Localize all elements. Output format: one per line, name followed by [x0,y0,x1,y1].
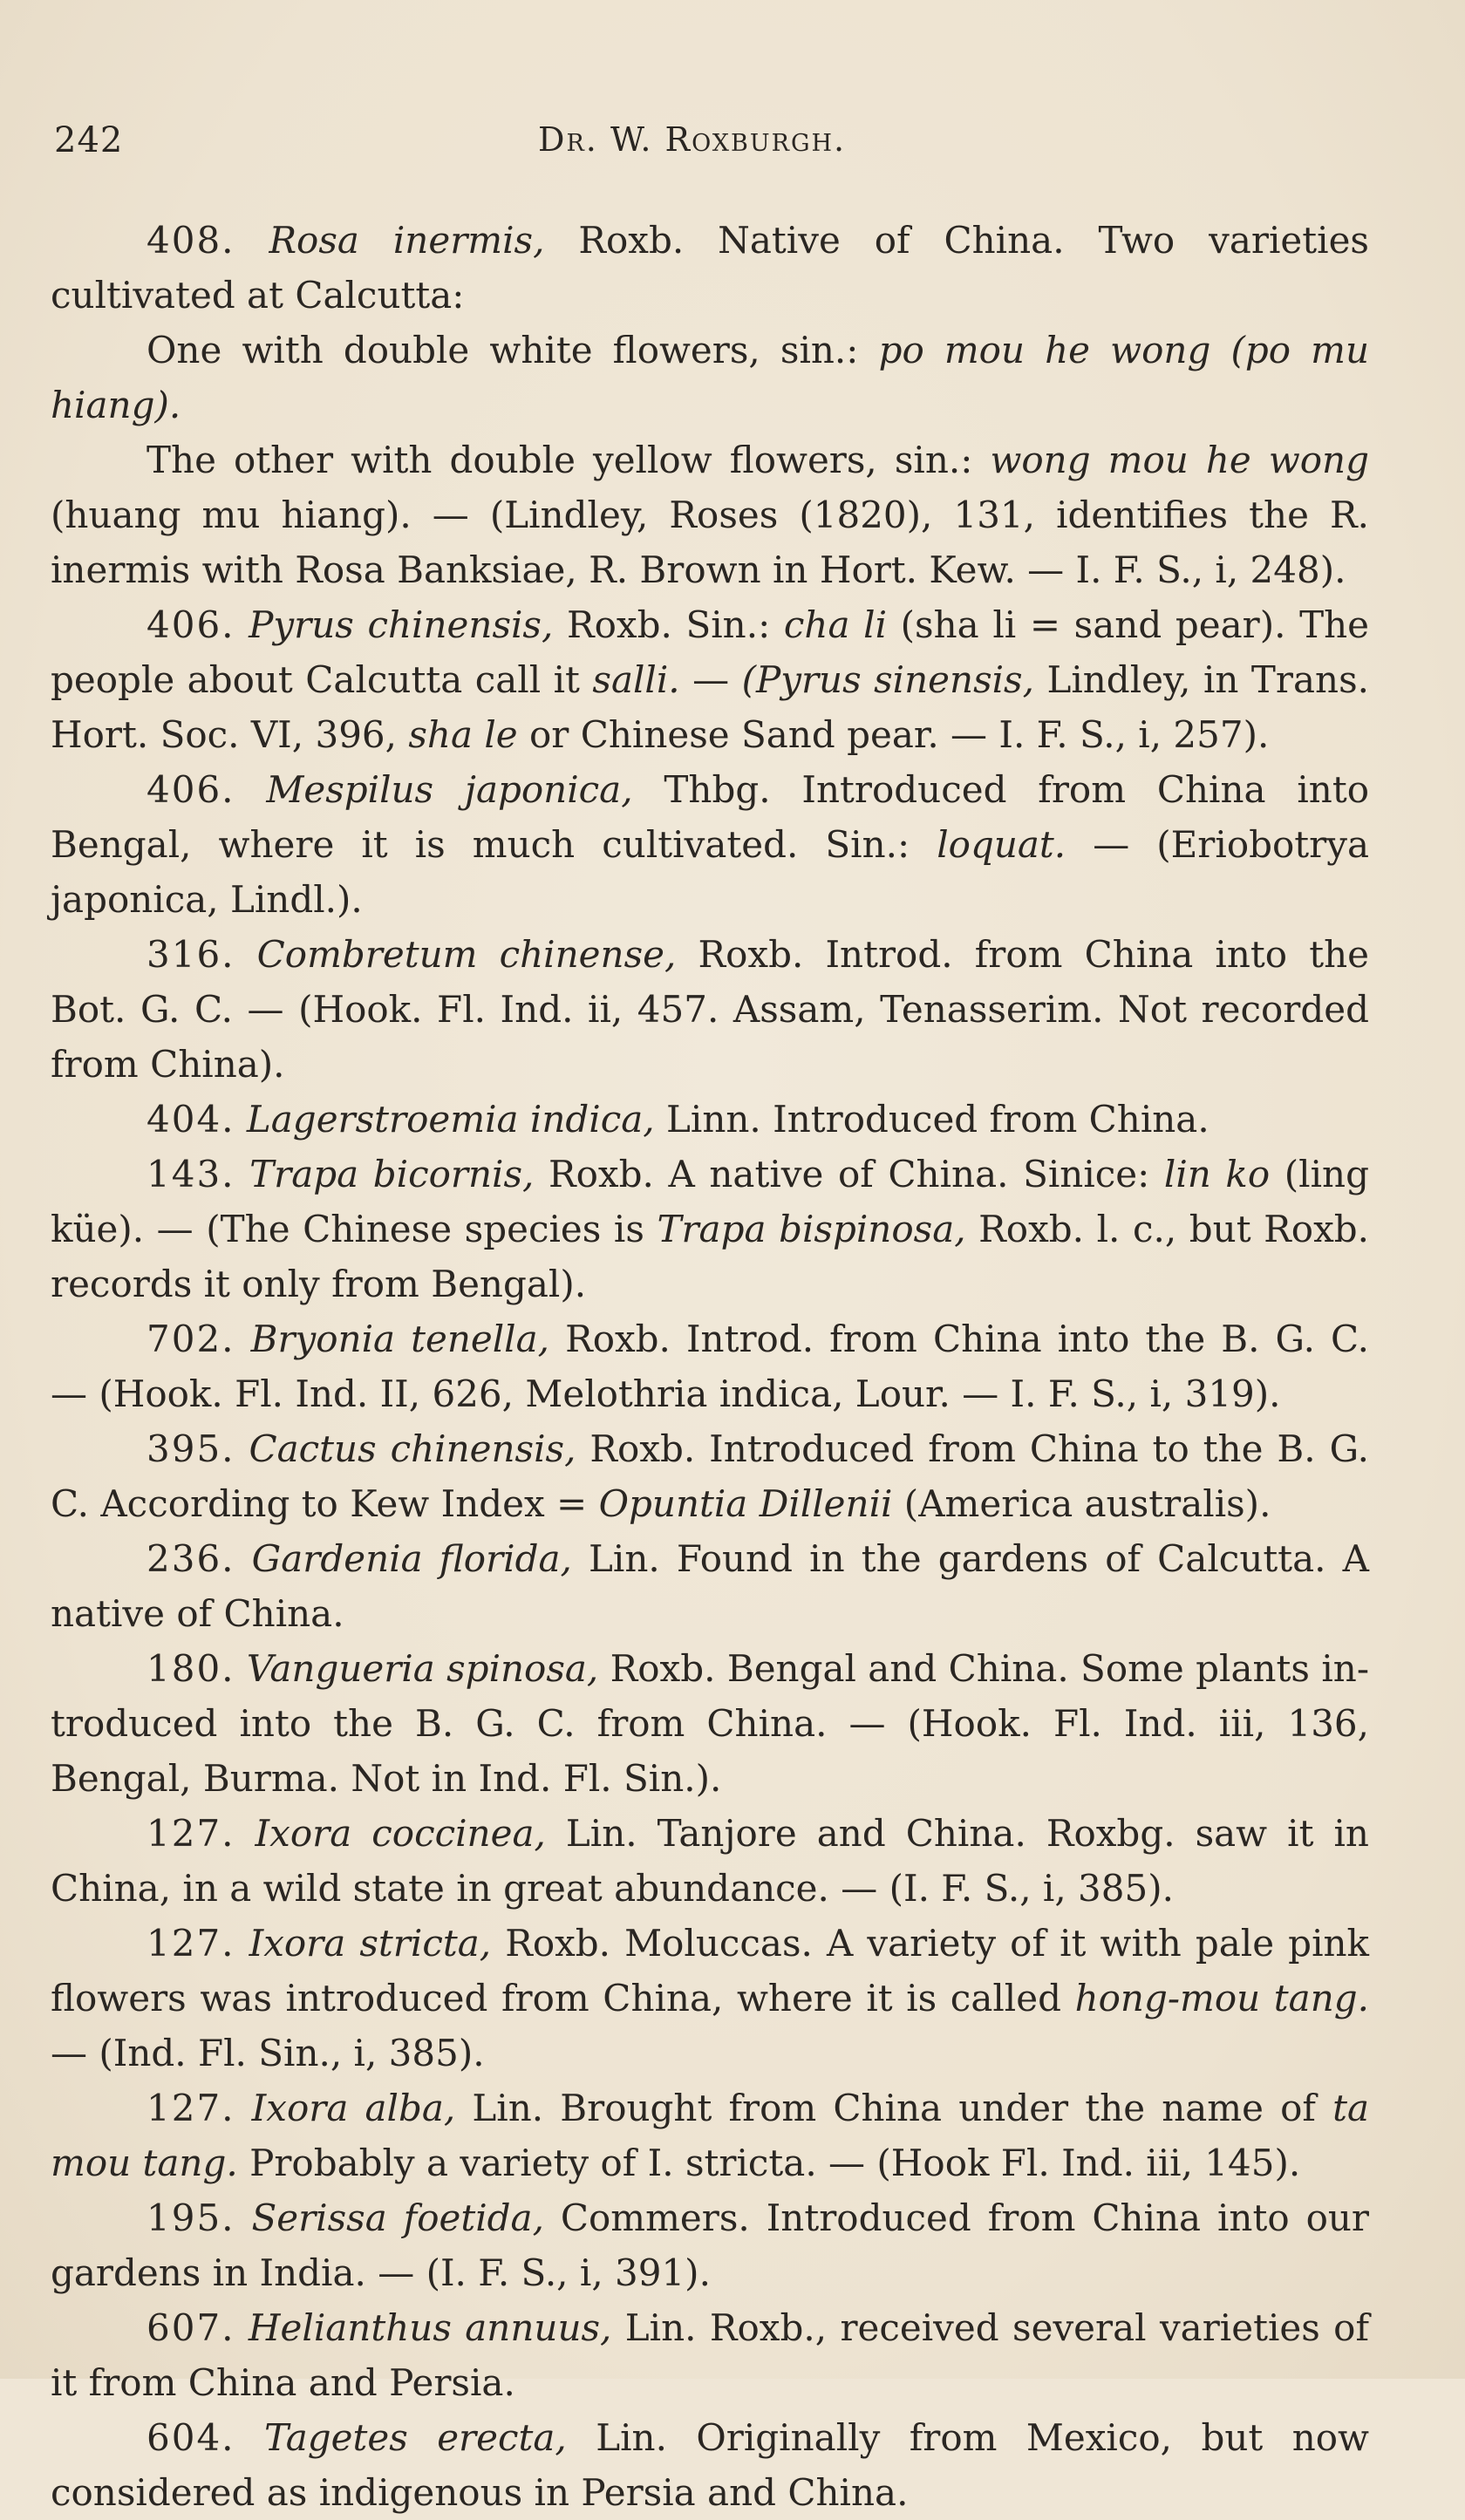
entry-text: Roxb. Introd. from China into the B. G. C. — (Hook. Fl. Ind. II, 626, Melothria indica, Lour. — I. F. S., i, 319). [51,1318,1369,1415]
entry-text: (sha li = sand pear). The people about Calcutta call it [51,603,1370,701]
entry-text: Linn. Introduced from China. [654,1098,1209,1141]
local-name: salli. [592,658,680,701]
entry-text: Roxb. A native of China. Sinice: [534,1153,1164,1195]
species-name: Ixora alba, [251,2087,456,2129]
entry-helianthus-annuus [51,2300,1369,2410]
entry-trapa-bicornis [51,1147,1369,1311]
entry-tagetes-erecta [51,2410,1369,2520]
entry-text: Roxb. Moluccas. A variety of it with pale pink flowers was introduced from China, where it is called [51,1922,1369,2019]
species-name: Gardenia florida, [251,1537,572,1580]
page-header [54,120,1371,173]
chinese-name: lin ko [1163,1153,1271,1195]
entry-text: (huang mu hiang). — (Lindley, Roses (1820), 131, identifies the R. inermis with Rosa Banksiae, R. Brown in Hort. Kew. — I. F. S., i, 248). [51,494,1369,591]
entry-text: Lin. Tanjore and China. Roxbg. saw it in China, in a wild state in great abundance. — (I. F. S., i, 385). [51,1812,1369,1910]
species-name: Cactus chinensis, [249,1427,576,1470]
entry-text: Lin. Originally from Mexico, but now considered as indigenous in Persia and China. [51,2416,1369,2514]
page-number: 242 [54,120,124,160]
entry-text: Roxb. Sin.: [553,603,784,646]
species-name: Trapa bicornis, [249,1153,535,1195]
entry-number: 404. [146,1098,235,1141]
entry-gardenia-florida [51,1531,1369,1641]
entry-number: 143. [146,1153,235,1195]
species-name: Rosa inermis, [269,219,545,262]
entry-text: Thbg. Introduced from China into Bengal, where it is much cultivated. Sin.: [51,768,1370,866]
entry-text: Roxb. Introduced from China to the B. G. C. According to Kew Index = [51,1427,1369,1525]
entry-text: Probably a variety of I. stricta. — (Hook Fl. Ind. iii, 145). [237,2142,1301,2184]
entry-pyrus-chinensis [51,597,1369,762]
species-name: Lagerstroemia indica, [246,1098,655,1141]
entry-text: The other with double yellow flowers, sin.: [146,439,991,481]
synonym-name: Opuntia Dillenii [598,1482,893,1525]
entry-text: Commers. Introduced from China into our gardens in India. — (I. F. S., i, 391). [51,2196,1369,2294]
chinese-name: po mou he wong (po mu hiang). [51,329,1370,426]
species-name: Pyrus chinensis, [249,603,554,646]
entry-rosa-variety-yellow [51,432,1369,597]
entry-text: or Chinese Sand pear. — I. F. S., i, 257). [517,713,1270,756]
entry-combretum-chinense [51,927,1369,1092]
entry-bryonia-tenella [51,1311,1369,1421]
entry-lagerstroemia-indica [51,1092,1369,1147]
entry-number: 236. [146,1537,235,1580]
chinese-name: cha li [783,603,887,646]
body-text [51,213,1369,2520]
entry-serissa-foetida [51,2190,1369,2300]
synonym-name: (Pyrus sinensis, [741,658,1034,701]
entry-text: (America australis). [892,1482,1271,1525]
entry-number: 316. [146,933,235,976]
entry-ixora-alba [51,2081,1369,2190]
entry-text: — (Ind. Fl. Sin., i, 385). [51,2032,485,2074]
entry-text: (ling küe). — (The Chinese species is [51,1153,1369,1250]
entry-number: 408. [146,219,235,262]
entry-text: Lindley, in Trans. Hort. Soc. VI, 396, [51,658,1369,756]
species-name: Ixora stricta, [249,1922,492,1965]
entry-text: — (Eriobotrya japonica, Lindl.). [51,823,1370,921]
species-name: Bryonia tenella, [250,1318,550,1360]
entry-number: 127. [146,1812,235,1855]
chinese-name: loquat. [937,823,1066,866]
entry-number: 406. [146,768,235,811]
entry-text: Roxb. Native of China. Two varieties cultivated at Calcutta: [51,219,1369,317]
species-name: Mespilus japonica, [266,768,633,811]
species-name: Combretum chinense, [256,933,677,976]
entry-rosa-inermis [51,213,1369,323]
entry-vangueria-spinosa [51,1641,1369,1806]
chinese-name: ta mou tang. [51,2087,1370,2184]
synonym-name: Trapa bispinosa, [657,1208,966,1250]
species-name: Helianthus annuus, [248,2306,612,2349]
entry-text: Roxb. Bengal and China. Some plants introduced into the B. G. C. from China. — (Hook. Fl. Ind. iii, 136, Bengal, Burma. Not in Ind. Fl. Sin.). [51,1647,1370,1800]
entry-text: — [679,658,742,701]
entry-number: 127. [146,2087,235,2129]
entry-text: Lin. Brought from China under the name of [455,2087,1333,2129]
species-name: Serissa foetida, [251,2196,544,2239]
entry-ixora-coccinea [51,1806,1369,1916]
entry-number: 604. [146,2416,235,2459]
entry-text: Roxb. l. c., but Roxb. records it only from Bengal). [51,1208,1369,1305]
entry-ixora-stricta [51,1916,1369,2081]
species-name: Vangueria spinosa, [246,1647,599,1690]
entry-number: 607. [146,2306,235,2349]
chinese-name: sha le [408,713,518,756]
entry-number: 127. [146,1922,235,1965]
entry-number: 702. [146,1318,235,1360]
entry-cactus-chinensis [51,1421,1369,1531]
entry-number: 406. [146,603,235,646]
chinese-name: hong-mou tang. [1074,1977,1369,2019]
species-name: Ixora coccinea, [255,1812,546,1855]
entry-text: Roxb. Introd. from China into the Bot. G. C. — (Hook. Fl. Ind. ii, 457. Assam, Tenasserim. Not recorded from China). [51,933,1369,1086]
entry-text: Lin. Found in the gardens of Calcutta. A native of China. [51,1537,1369,1635]
entry-rosa-variety-white [51,323,1369,432]
running-title: Dr. W. Roxburgh. [538,120,847,159]
chinese-name: wong mou he wong [990,439,1369,481]
species-name: Tagetes erecta, [263,2416,567,2459]
entry-text: Lin. Roxb., received several varieties of it from China and Persia. [51,2306,1370,2404]
entry-text: One with double white flowers, sin.: [146,329,879,371]
entry-number: 195. [146,2196,235,2239]
entry-mespilus-japonica [51,762,1369,927]
entry-number: 180. [146,1647,235,1690]
entry-number: 395. [146,1427,235,1470]
